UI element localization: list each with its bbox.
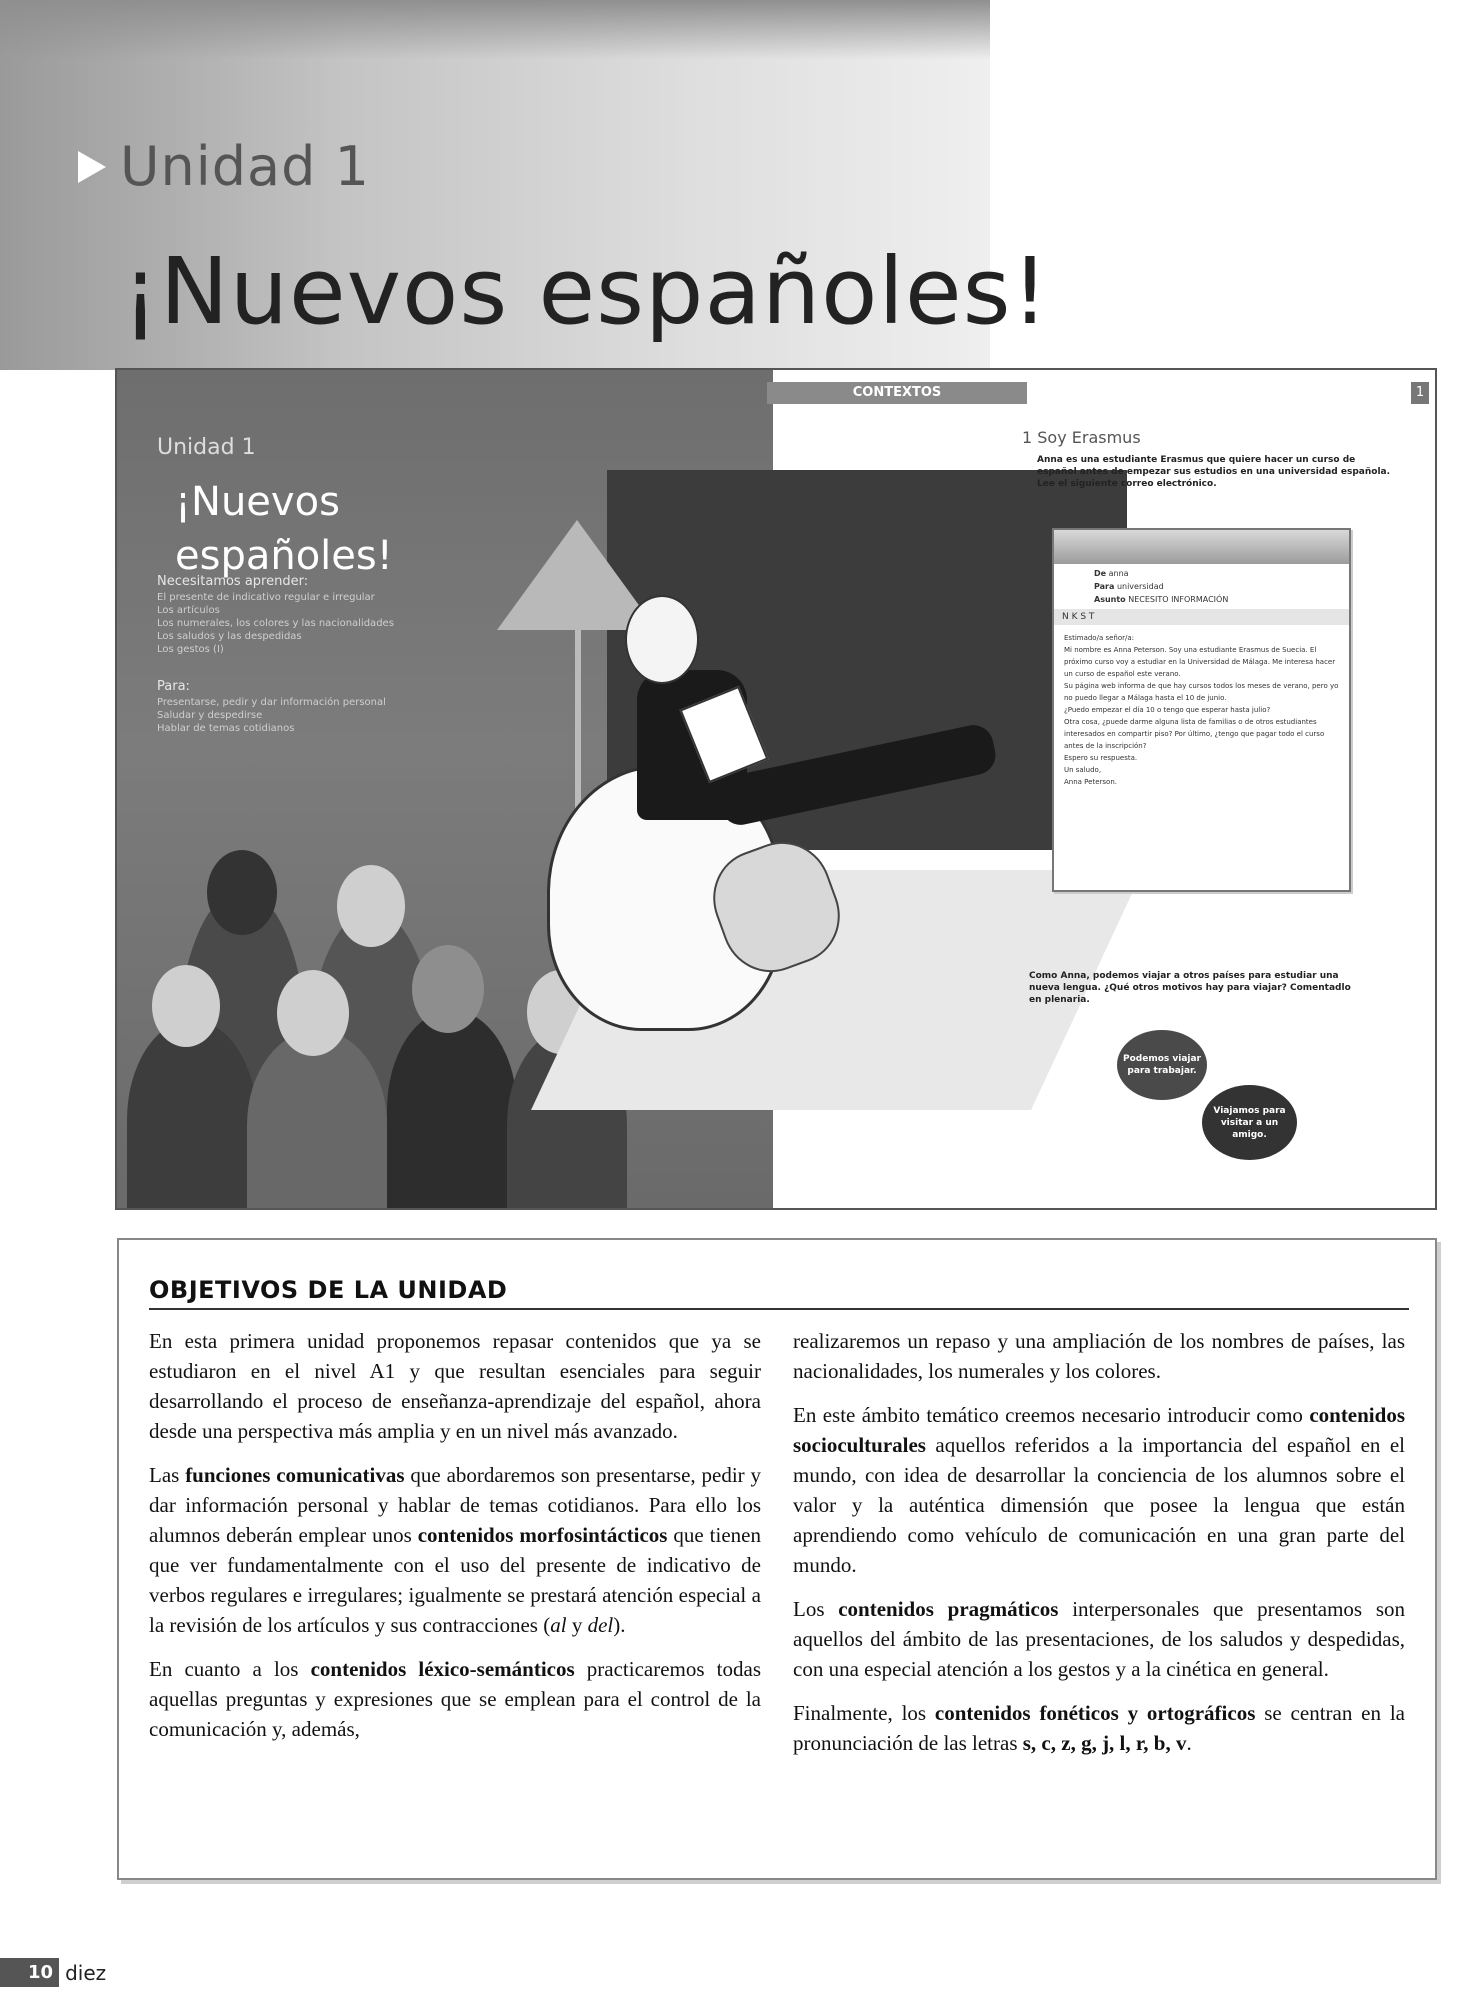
necesitamos-section: [157, 575, 477, 656]
page-number-word: diez: [65, 1960, 107, 1985]
necesitamos-item: Los gestos (I): [157, 644, 224, 655]
paragraph: En esta primera unidad proponemos repasar contenidos que ya se estudiaron en el nivel A1 y que resultan esenciales para seguir desarrollando el proceso de enseñanza-aprendizaje del español, ahora desde una perspectiva más amplia y en un nivel más avanzado.: [149, 1329, 761, 1443]
activity-a-instructions: Anna es una estudiante Erasmus que quiere hacer un curso de español antes de empezar sus estudios en una universidad española. Lee el siguiente correo electrónico.: [1037, 455, 1391, 489]
necesitamos-item: El presente de indicativo regular e irregular: [157, 592, 375, 603]
email-headers: De anna Para universidad Asunto NECESITO INFORMACIÓN: [1094, 569, 1229, 604]
unit-text: Unidad 1: [120, 135, 370, 198]
paragraph: En este ámbito temático creemos necesario introducir como contenidos socioculturales aquellos referidos a la importancia del español en el mundo, con idea de desarrollar la conciencia de los alumnos sobre el valor y la auténtica dimensión que posee la lengua que están aprendiendo como vehículo de comunicación en una gran parte del mundo.: [793, 1403, 1405, 1577]
girl-illustration: [625, 595, 699, 684]
paragraph: Los contenidos pragmáticos interpersonales que presentamos son aquellos del ámbito de las presentaciones, de los saludos y despedidas, con una especial atención a los gestos y a la cinética en general.: [793, 1597, 1405, 1681]
speech-bubble: Podemos viajar para trabajar.: [1117, 1030, 1207, 1100]
section-tab: CONTEXTOS: [767, 382, 1027, 404]
para-item: Saludar y despedirse: [157, 710, 263, 721]
necesitamos-item: Los artículos: [157, 605, 220, 616]
spread-title: ¡Nuevos españoles!: [175, 479, 393, 579]
paragraph: realizaremos un repaso y una ampliación de los nombres de países, las nacionalidades, los numerales y los colores.: [793, 1329, 1405, 1383]
email-format-bar: N K S T: [1054, 609, 1349, 625]
speech-bubble: Viajamos para visitar a un amigo.: [1202, 1085, 1297, 1160]
email-toolbar: [1054, 530, 1349, 564]
objectives-title: OBJETIVOS DE LA UNIDAD: [149, 1276, 508, 1304]
para-item: Presentarse, pedir y dar información personal: [157, 697, 386, 708]
page-badge: 1: [1411, 382, 1429, 404]
para-heading: Para:: [157, 679, 190, 694]
paragraph: Finalmente, los contenidos fonéticos y ortográficos se centran en la pronunciación de las letras s, c, z, g, j, l, r, b, v.: [793, 1701, 1405, 1755]
para-item: Hablar de temas cotidianos: [157, 723, 295, 734]
activity-title: 1 Soy Erasmus: [1022, 428, 1141, 447]
page-number: 10: [0, 1958, 59, 1987]
objectives-left-column: [149, 1326, 761, 1758]
divider: [149, 1308, 1409, 1310]
email-window: [1052, 528, 1351, 892]
textbook-spread-image: [115, 368, 1437, 1210]
para-section: [157, 680, 477, 735]
paragraph: En cuanto a los contenidos léxico-semánticos practicaremos todas aquellas preguntas y expresiones que se emplean para el control de la comunicación y, además,: [149, 1657, 761, 1741]
objectives-right-column: [793, 1326, 1405, 1772]
necesitamos-heading: Necesitamos aprender:: [157, 574, 309, 589]
activity-b-instructions: Como Anna, podemos viajar a otros países para estudiar una nueva lengua. ¿Qué otros motivos hay para viajar? Comentadlo en plenaria.: [1029, 971, 1351, 1005]
necesitamos-item: Los numerales, los colores y las nacionalidades: [157, 618, 394, 629]
objectives-box: [117, 1238, 1437, 1880]
page-title: ¡Nuevos españoles!: [122, 238, 1050, 345]
triangle-bullet-icon: [78, 151, 106, 183]
necesitamos-item: Los saludos y las despedidas: [157, 631, 302, 642]
email-body: Estimado/a señor/a: Mi nombre es Anna Peterson. Soy una estudiante Erasmus de Suecia. El próximo curso voy a estudiar en la Universidad de Málaga. Me interesa hacer un curso de español este verano. Su página web informa de que hay cursos todos los meses de verano, pero yo no puedo llegar a Málaga hasta el 10 de junio. ¿Puedo empezar el día 10 o tengo que esperar hasta julio? Otra cosa, ¿puede darme alguna lista de familias o de otros estudiantes interesados en compartir piso? Por último, ¿tengo que pagar todo el curso antes de la inscripción? Espero su respuesta. Un saludo, Anna Peterson.: [1064, 634, 1339, 786]
page-footer: [0, 1958, 106, 1987]
paragraph: Las funciones comunicativas que abordaremos son presentarse, pedir y dar información personal y hablar de temas cotidianos. Para ello los alumnos deberán emplear unos contenidos morfosintácticos que tienen que ver fundamentalmente con el uso del presente de indicativo de verbos regulares e irregulares; igualmente se prestará atención especial a la revisión de los artículos y sus contracciones (al y del).: [149, 1463, 762, 1637]
unit-label: [78, 135, 370, 198]
spread-unit-label: Unidad 1: [157, 435, 256, 460]
